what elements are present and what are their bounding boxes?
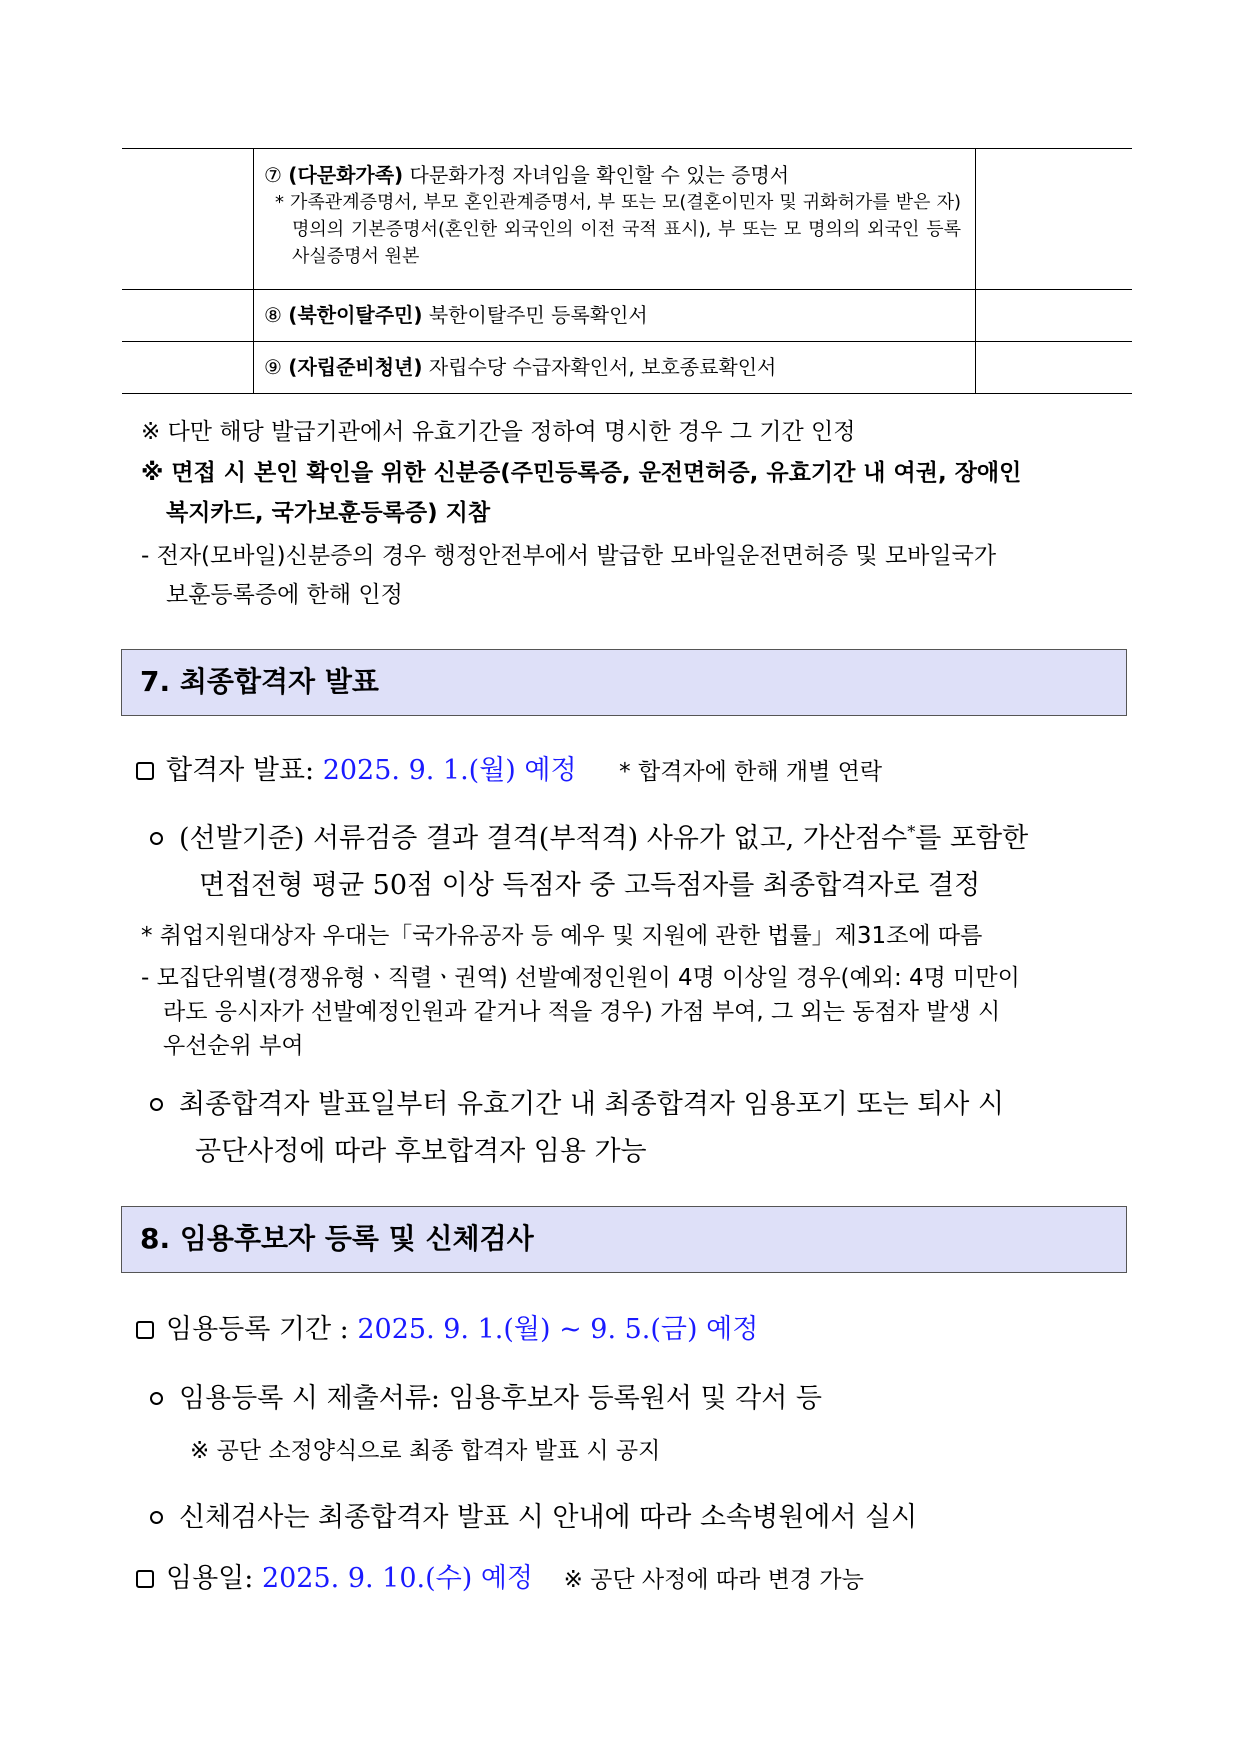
checkbox-square-icon [136, 1570, 154, 1588]
announce-note: * 합격자에 한해 개별 연락 [619, 759, 883, 785]
table-row [122, 149, 1132, 290]
appointment-label: 임용일: [166, 1563, 254, 1594]
item-title: (북한이탈주민) [288, 303, 423, 327]
table-cell [254, 149, 976, 290]
criteria-sup: * [907, 822, 916, 841]
note-id-required-line1: ※ 면접 시 본인 확인을 위한 신분증(주민등록증, 운전면허증, 유효기간 내 여권, 장애인 [141, 460, 1022, 486]
backup-line2: 공단사정에 따라 후보합격자 임용 가능 [195, 1136, 647, 1167]
announce-line [136, 748, 882, 787]
registration-line [136, 1307, 758, 1346]
criteria-line2: 면접전형 평균 50점 이상 득점자 중 고득점자를 최종합격자로 결정 [199, 870, 981, 901]
backup-text: 최종합격자 발표일부터 유효기간 내 최종합격자 임용포기 또는 퇴사 시 [179, 1089, 1005, 1120]
announce-date: 2025. 9. 1.(월) 예정 [322, 755, 577, 786]
criteria-text-end: 를 포함한 [915, 823, 1029, 854]
table-cell [254, 342, 976, 394]
appointment-note: ※ 공단 사정에 따라 변경 가능 [563, 1567, 864, 1593]
item-title: (자립준비청년) [288, 355, 423, 379]
row8-content [254, 290, 975, 340]
checkbox-square-icon [136, 762, 154, 780]
table-cell [254, 290, 976, 342]
docs-note: ※ 공단 소정양식으로 최종 합격자 발표 시 공지 [190, 1438, 661, 1464]
item-text: 다문화가정 자녀임을 확인할 수 있는 증명서 [409, 163, 790, 187]
criteria-line1 [150, 816, 1028, 855]
footnote-bonus-line1: - 모집단위별(경쟁유형ㆍ직렬ㆍ권역) 선발예정인원이 4명 이상일 경우(예외: 4명 미만이 [141, 965, 1020, 991]
note-mobile-id-line2: 보훈등록증에 한해 인정 [166, 582, 403, 608]
note-validity: ※ 다만 해당 발급기관에서 유효기간을 정하여 명시한 경우 그 기간 인정 [141, 419, 856, 445]
note-mobile-id-line1: - 전자(모바일)신분증의 경우 행정안전부에서 발급한 모바일운전면허증 및 모바일국가 [141, 543, 997, 569]
docs-text: 임용등록 시 제출서류: 임용후보자 등록원서 및 각서 등 [179, 1383, 822, 1414]
footnote-veterans: * 취업지원대상자 우대는「국가유공자 등 예우 및 지원에 관한 법률」제31조에 따름 [141, 923, 983, 949]
circle-bullet-icon [150, 1392, 163, 1405]
section-heading-7: 7. 최종합격자 발표 [121, 649, 1127, 716]
circle-bullet-icon [150, 832, 163, 845]
item-number: ⑧ [264, 303, 282, 327]
item-title: (다문화가족) [288, 163, 404, 187]
note-id-required-line2: 복지카드, 국가보훈등록증) 지참 [166, 500, 491, 526]
backup-line1 [150, 1082, 1004, 1121]
exam-line [150, 1495, 917, 1534]
table-cell-empty [122, 342, 254, 394]
required-documents-table [122, 148, 1132, 394]
table-cell-empty [976, 149, 1133, 290]
circle-bullet-icon [150, 1098, 163, 1111]
section-heading-8: 8. 임용후보자 등록 및 신체검사 [121, 1206, 1127, 1273]
item-number: ⑦ [264, 163, 282, 187]
docs-line [150, 1376, 822, 1415]
registration-label: 임용등록 기간 : [166, 1314, 349, 1345]
item-note: * 가족관계증명서, 부모 혼인관계증명서, 부 또는 모(결혼이민자 및 귀화허가를 받은 자) 명의의 기본증명서(혼인한 외국인의 이전 국적 표시), 부 또는 모 명의의 외국인 등록사실증명서 원본 [275, 192, 961, 267]
announce-label: 합격자 발표: [166, 755, 315, 786]
appointment-line [136, 1556, 864, 1595]
criteria-text: (선발기준) 서류검증 결과 결격(부적격) 사유가 없고, 가산점수 [179, 823, 908, 854]
footnote-bonus-line2: 라도 응시자가 선발예정인원과 같거나 적을 경우) 가점 부여, 그 외는 동점자 발생 시 [163, 999, 1001, 1025]
table-row [122, 290, 1132, 342]
table-cell-empty [976, 342, 1133, 394]
exam-text: 신체검사는 최종합격자 발표 시 안내에 따라 소속병원에서 실시 [179, 1502, 918, 1533]
table-row [122, 342, 1132, 394]
footnote-bonus-line3: 우선순위 부여 [163, 1033, 304, 1059]
table-cell-empty [122, 149, 254, 290]
table-cell-empty [122, 290, 254, 342]
item-number: ⑨ [264, 355, 282, 379]
item-text: 북한이탈주민 등록확인서 [428, 303, 648, 327]
registration-date: 2025. 9. 1.(월) ~ 9. 5.(금) 예정 [357, 1314, 759, 1345]
item-text: 자립수당 수급자확인서, 보호종료확인서 [428, 355, 777, 379]
row9-content [254, 342, 975, 392]
table-cell-empty [976, 290, 1133, 342]
row7-content [254, 149, 975, 280]
checkbox-square-icon [136, 1321, 154, 1339]
appointment-date: 2025. 9. 10.(수) 예정 [261, 1563, 533, 1594]
circle-bullet-icon [150, 1511, 163, 1524]
